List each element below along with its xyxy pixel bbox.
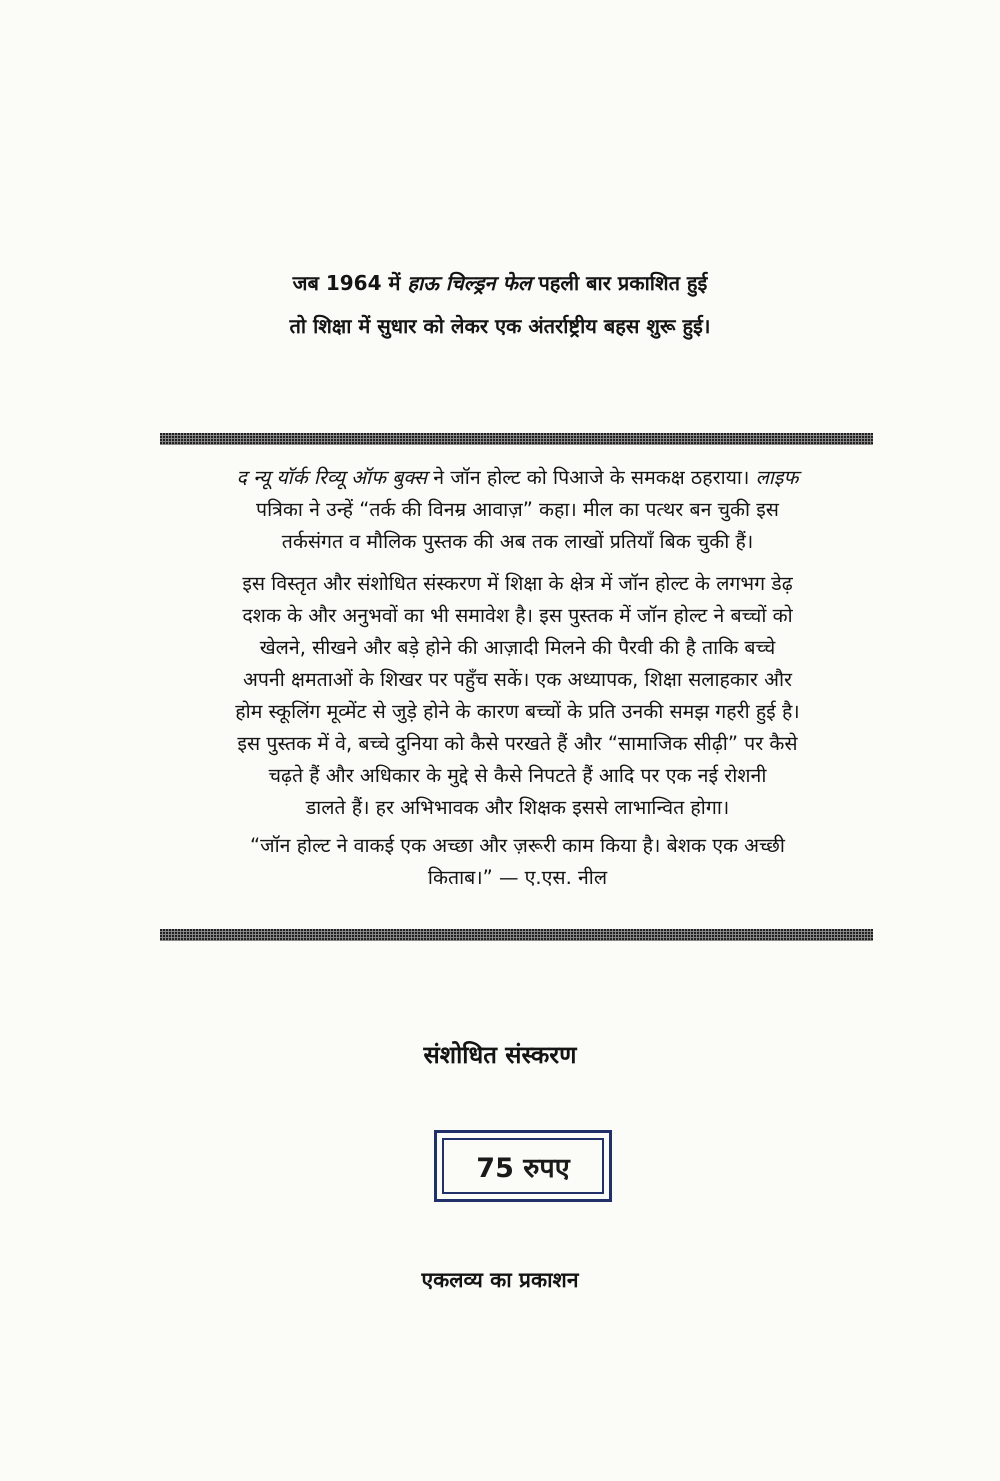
price-box bbox=[434, 1130, 612, 1202]
blurb-line: अपनी क्षमताओं के शिखर पर पहुँच सकें। एक अध्यापक, शिक्षा सलाहकार और bbox=[242, 668, 793, 691]
blurb-line: डालते हैं। हर अभिभावक और शिक्षक इससे लाभान्वित होगा। bbox=[305, 796, 730, 819]
tagline-prefix: जब 1964 में bbox=[292, 271, 408, 295]
blurb-line: चढ़ते हैं और अधिकार के मुद्दे से कैसे निपटते हैं आदि पर एक नई रोशनी bbox=[268, 764, 767, 787]
quote-line: किताब।” — ए.एस. नील bbox=[427, 866, 608, 889]
blurb-line: तर्कसंगत व मौलिक पुस्तक की अब तक लाखों प्रतियाँ बिक चुकी हैं। bbox=[281, 530, 754, 553]
blurb-line: दशक के और अनुभवों का भी समावेश है। इस पुस्तक में जॉन होल्ट ने बच्चों को bbox=[242, 604, 793, 627]
edition-label: संशोधित संस्करण bbox=[423, 1041, 577, 1069]
magazine-title: लाइफ bbox=[755, 466, 799, 489]
blurb-line: पत्रिका ने उन्हें “तर्क की विनम्र आवाज़” कहा। मील का पत्थर बन चुकी इस bbox=[256, 498, 779, 521]
book-title: हाऊ चिल्ड्रन फेल bbox=[407, 271, 532, 295]
quote-line: “जॉन होल्ट ने वाकई एक अच्छा और ज़रूरी काम किया है। बेशक एक अच्छी bbox=[250, 834, 785, 857]
review-title: द न्यू यॉर्क रिव्यू ऑफ बुक्स bbox=[236, 466, 428, 489]
decorative-divider-bottom bbox=[160, 929, 873, 941]
blurb-paragraph-1 bbox=[155, 462, 880, 558]
blurb-quote bbox=[155, 830, 880, 894]
tagline-line-2: तो शिक्षा में सुधार को लेकर एक अंतर्राष्ट्रीय बहस शुरू हुई। bbox=[289, 314, 711, 338]
blurb-line: इस पुस्तक में वे, बच्चे दुनिया को कैसे परखते हैं और “सामाजिक सीढ़ी” पर कैसे bbox=[237, 732, 798, 755]
blurb-line: खेलने, सीखने और बड़े होने की आज़ादी मिलने की पैरवी की है ताकि बच्चे bbox=[259, 636, 776, 659]
blurb-line: होम स्कूलिंग मूव्मेंट से जुड़े होने के कारण बच्चों के प्रति उनकी समझ गहरी हुई है। bbox=[235, 700, 800, 723]
blurb-paragraph-2 bbox=[155, 568, 880, 824]
decorative-divider-top bbox=[160, 433, 873, 445]
blurb-text bbox=[155, 462, 880, 894]
blurb-line: इस विस्तृत और संशोधित संस्करण में शिक्षा के क्षेत्र में जॉन होल्ट के लगभग डेढ़ bbox=[242, 572, 793, 595]
publisher-label: एकलव्य का प्रकाशन bbox=[421, 1268, 579, 1292]
tagline-line-1 bbox=[150, 270, 850, 296]
blurb-line bbox=[155, 462, 880, 494]
price-label: 75 रुपए bbox=[442, 1138, 604, 1194]
blurb-fragment: ने जॉन होल्ट को पिआजे के समकक्ष ठहराया। bbox=[427, 466, 756, 489]
tagline-suffix: पहली बार प्रकाशित हुई bbox=[531, 271, 708, 295]
